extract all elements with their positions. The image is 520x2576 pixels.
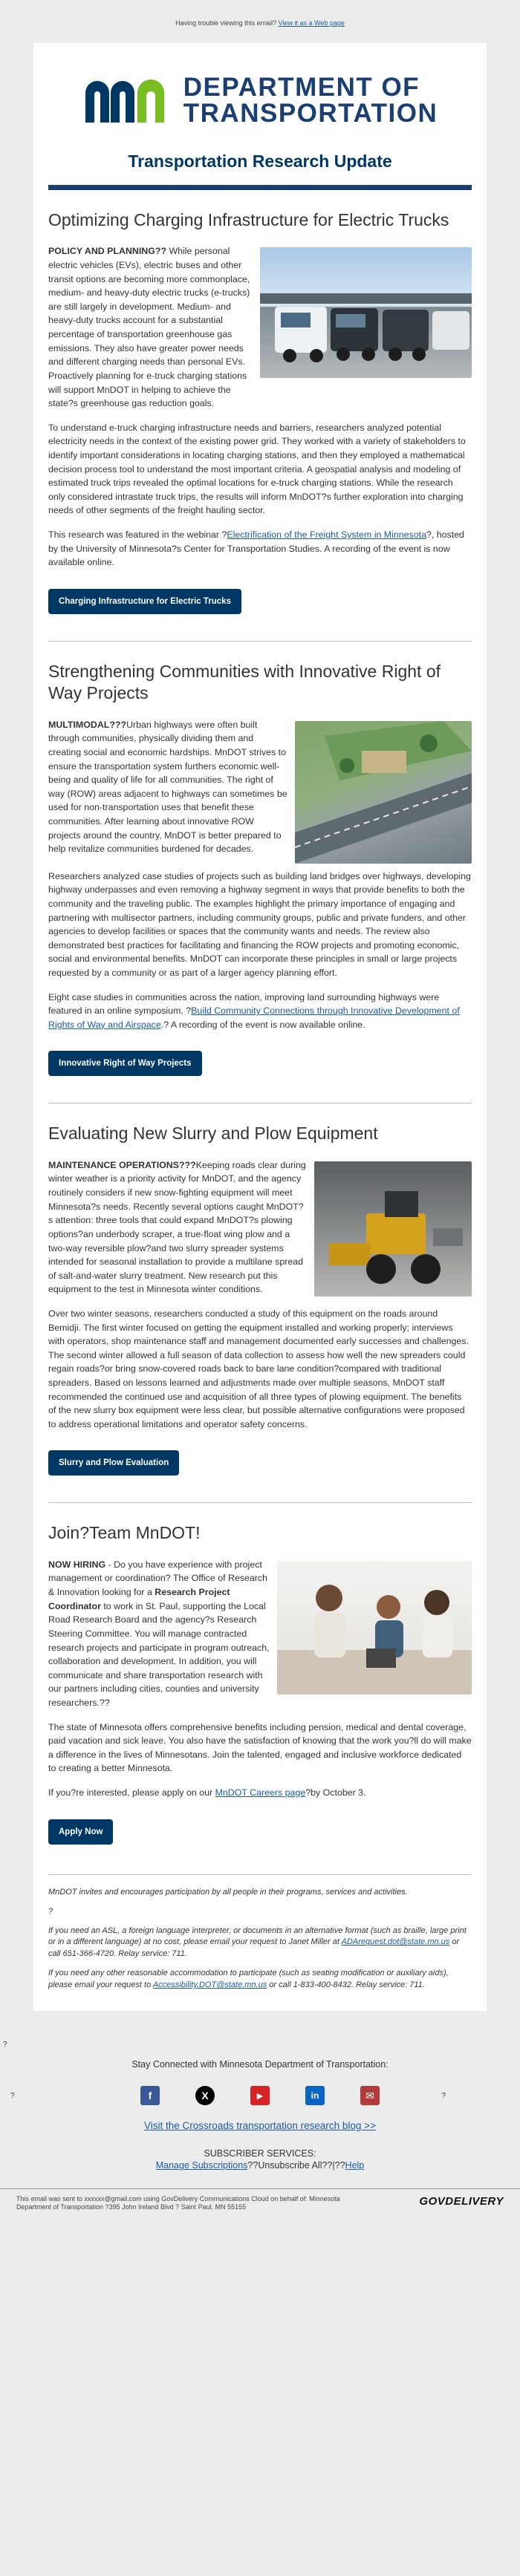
email-card — [33, 43, 487, 2011]
stay-connected-heading: Stay Connected with Minnesota Department of Transportation: — [131, 2059, 389, 2070]
govdelivery-logo: GOVDELIVERY — [419, 2194, 504, 2208]
newsletter-title: Transportation Research Update — [128, 151, 392, 171]
electric-trucks-photo — [260, 247, 472, 378]
section-title-slurry-plow: Evaluating New Slurry and Plow Equipment — [48, 1124, 378, 1144]
blog-link-row — [0, 2120, 520, 2131]
section-body: Researchers analyzed case studies of projects such as building land bridges over highways, developing highway underpasses and even removing a highway segment in ways that provide benefits to both the community and the traveling public. The examples highlight the primary importance of engaging and partnering with multisector partners, including community groups, public and private funders, and other agencies to develop facilities or spaces that the community wants and needs. The review also demonstrated best practices for facilitating and financing the ROW projects and promoting economic, social and environmental benefits. MnDOT can incorporate these principles in small or large projects requested by a community or as part of a larger agency planning effort. — [48, 870, 471, 978]
team-meeting-photo — [277, 1561, 472, 1695]
x-twitter-icon[interactable]: X — [195, 2086, 215, 2105]
mndot-logo — [82, 74, 438, 126]
view-as-web-page-link[interactable]: View it as a Web page — [278, 19, 345, 27]
land-bridge-photo — [295, 721, 472, 864]
sent-to-notice: This email was sent to xxxxxx@gmail.com using GovDelivery Communications Cloud on behalf of: Minnesota Department of Transportation ?395 John Ireland Blvd ? Saint Paul, MN 55155 — [16, 2194, 340, 2211]
section-body: Eight case studies in communities across the nation, improving land surrounding highways were featured in an online symposium, ?Build Community Connections through Innovative Development of Rights of Way and Airspace.? A recording of the event is now available online. — [48, 991, 460, 1030]
ev-charging-button[interactable]: Charging Infrastructure for Electric Trucks — [48, 589, 241, 614]
careers-page-link[interactable]: MnDOT Careers page — [215, 1787, 306, 1799]
logo-wordmark: DEPARTMENT OF TRANSPORTATION — [183, 73, 438, 128]
email-footer — [0, 2011, 520, 2223]
team-meeting-illustration-icon — [277, 1561, 472, 1695]
section-body: MAINTENANCE OPERATIONS???Keeping roads clear during winter weather is a priority activity for MnDOT, and the agency routinely considers if new snow-fighting equipment will meet Minnesota?s needs. Recently several options caught MnDOT?s attention: three tools that could expand MnDOT?s plowing options?an underbody scraper, a true-float wing plow and a two-way reversible plow?and two slurry spreader systems intended for seasonal installation to provide a multilane spread of salt-and-water slurry treatment. New research put this equipment to the test in Minnesota winter conditions. — [48, 1159, 306, 1295]
linkedin-icon[interactable]: in — [305, 2086, 325, 2105]
right-of-way-button[interactable]: Innovative Right of Way Projects — [48, 1051, 202, 1076]
slurry-plow-button[interactable]: Slurry and Plow Evaluation — [48, 1450, 179, 1476]
section-title-right-of-way: Strengthening Communities with Innovative Right of Way Projects — [48, 661, 441, 703]
section-body: The state of Minnesota offers comprehensive benefits including pension, medical and dental coverage, paid vacation and sick leave. You also have the satisfaction of knowing that the work you?ll do will make a difference in the lives of Minnesotans. Join the talented, engaged and inclusive workforce dedicated to creating a better Minnesota. — [48, 1721, 472, 1774]
email-subscribe-icon[interactable]: ✉ — [360, 2086, 380, 2105]
right-mark: ? — [441, 2091, 446, 2100]
manage-subscriptions-link[interactable]: Manage Subscriptions — [155, 2160, 248, 2171]
title-divider — [48, 185, 472, 190]
section-divider — [48, 1502, 472, 1503]
accessibility-email-link[interactable]: Accessibility.DOT@state.mn.us — [152, 1980, 267, 1990]
section-body: NOW HIRING - Do you have experience with project management or coordination? The Office of Research & Innovation looking for a Research Project Coordinator to work in St. Paul, supporting the Local Road Research Board and the agency?s Research Steering Committee. You will manage contracted research projects and participate in program outreach, collaboration and development. In addition, you will communicate and share transportation research with our partners including cities, counties and university researchers.?? — [48, 1559, 270, 1708]
highway-land-bridge-illustration-icon — [295, 721, 472, 864]
section-body: POLICY AND PLANNING?? While personal electric vehicles (EVs), electric buses and other transit options are becoming more commonplace, medium- and heavy-duty electric trucks (e-trucks) are still largely in development. Medium- and heavy-duty trucks account for a substantial percentage of transportation greenhouse gas emissions. They also have greater power needs and different charging needs than personal EVs. Proactively planning for e-truck charging stations will support MnDOT in helping to achieve the state?s greenhouse gas reduction goals. — [48, 246, 250, 409]
facebook-icon[interactable]: f — [140, 2086, 160, 2105]
header-logo-area — [48, 43, 472, 151]
loader-photo — [314, 1161, 472, 1297]
mn-logo-mark-icon — [82, 76, 173, 124]
section-body: To understand e-truck charging infrastructure needs and barriers, researchers analyzed potential electricity needs in the context of the existing power grid. They worked with a variety of stakeholders to identify important considerations in locating charging stations, and then they employed a mathematical decision process tool to understand the most important criteria. A geospatial analysis and modeling of estimated truck trips revealed the optimal locations for e-truck charging stations. While the research only considered intrastate truck trips, the results will inform MnDOT?s further exploration into charging needs of other segments of the freight hauling sector. — [48, 422, 466, 516]
subscriber-services: SUBSCRIBER SERVICES: Manage Subscriptions??Unsubscribe All??|??Help — [155, 2148, 365, 2171]
section-title-join-team: Join?Team MnDOT! — [48, 1523, 201, 1543]
section-body: This research was featured in the webinar ?Electrification of the Freight System in Minnesota?, hosted by the University of Minnesota?s Center for Transportation Studies. A recording of the event is now available online. — [48, 529, 464, 568]
apply-now-button[interactable]: Apply Now — [48, 1819, 113, 1845]
section-body: If you?re interested, please apply on our MnDOT Careers page?by October 3. — [48, 1787, 366, 1799]
crossroads-blog-link[interactable]: Visit the Crossroads transportation research blog >> — [144, 2120, 376, 2132]
left-mark: ? — [10, 2091, 15, 2100]
front-loader-illustration-icon — [314, 1161, 472, 1297]
section-body: Over two winter seasons, researchers conducted a study of this equipment on the roads around Bemidji. The first winter focused on getting the equipment installed and working properly; interviews with operators, shop maintenance staff and management documented early successes and challenges. The second winter allowed a full season of data collection to assess how well the new spreaders could regain roads?or bring snow-covered roads back to bare lane condition?compared with traditional spreaders. Based on lessons learned and adjustments made over multiple seasons, MnDOT staff recommended the continued use and acquisition of all three types of plowing equipment. The benefits of the new slurry box equipment were less clear, but possible alternative configurations were proposed to address operational limitations and operator safety concerns. — [48, 1308, 469, 1429]
footer-spacer-mark: ? — [3, 2041, 7, 2050]
electric-trucks-illustration-icon — [260, 247, 472, 378]
govdelivery-bar — [0, 2188, 520, 2223]
freight-webinar-link[interactable]: Electrification of the Freight System in Minnesota — [227, 529, 426, 541]
accessibility-notice: MnDOT invites and encourages participation by all people in their programs, services and activities. ? If you need an ASL, a foreign language interpreter, or documents in an alternative format (such as braille, large print or in a different language) at no cost, please email your request to Janet Miller at ADArequest.dot@state.mn.us or call 651-366-4720. Relay service: 711. If you need any other reasonable accommodation to participate (such as seating modification or auxiliary aids), please email your request to Accessibility.DOT@state.mn.us or call 1-833-400-8432. Relay service: 711. — [48, 1874, 472, 2012]
youtube-icon[interactable]: ▶ — [250, 2086, 270, 2105]
social-links — [0, 2086, 520, 2105]
help-link[interactable]: Help — [345, 2160, 365, 2171]
top-note: Having trouble viewing this email? View it as a Web page — [175, 19, 345, 27]
section-body: MULTIMODAL???Urban highways were often built through communities, physically dividing them and creating social and economic hardships. MnDOT strives to ensure the transportation system furthers economic well-being and quality of life for all communities. The right of way (ROW) areas adjacent to highways can sometimes be used for non-transportation uses that benefit these communities. After learning about innovative ROW projects around the country, MnDOT is better prepared to help revitalize communities burdened for decades. — [48, 719, 287, 855]
community-connections-link[interactable]: Build Community Connections through Innovative Development of Rights of Way and Airspace — [48, 1005, 460, 1030]
ada-request-email-link[interactable]: ADArequest.dot@state.mn.us — [341, 1937, 450, 1947]
section-divider — [48, 641, 472, 642]
section-title-ev-charging: Optimizing Charging Infrastructure for Electric Trucks — [48, 210, 449, 229]
